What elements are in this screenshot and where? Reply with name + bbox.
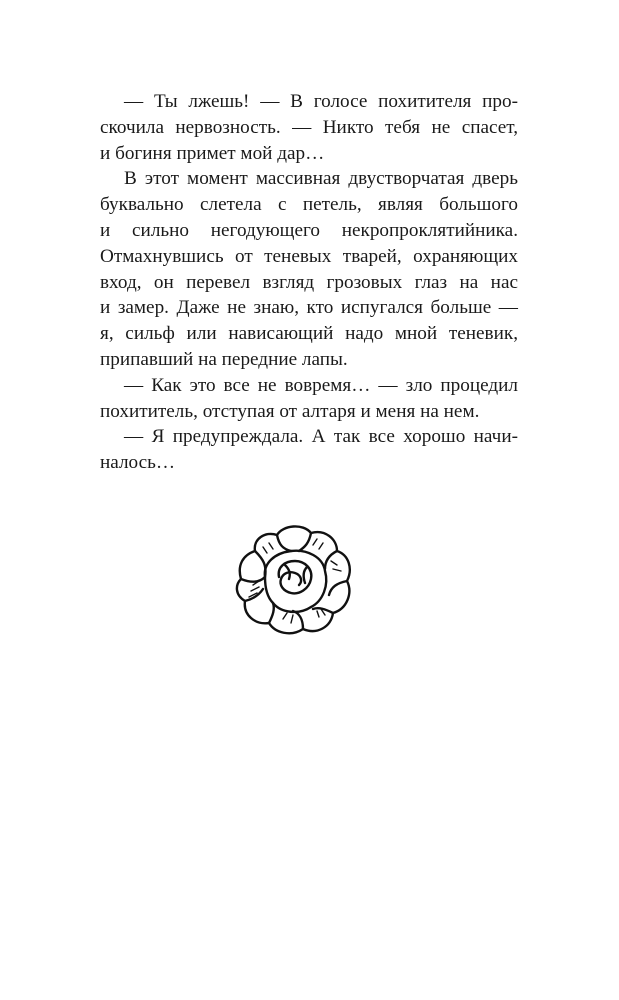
text-line: В этот момент массивная двустворчатая дверь (124, 168, 518, 190)
paragraph-4 (100, 424, 518, 476)
text-line: скочила нервозность. — Никто тебя не спасет, (100, 116, 518, 138)
paragraph-1 (100, 89, 518, 166)
text-line: я, сильф или нависающий надо мной теневик, (100, 323, 518, 345)
text-line: — Ты лжешь! — В голосе похитителя про- (124, 91, 518, 112)
text-line: и сильно негодующего некропроклятийника. (100, 219, 518, 241)
text-line: и богиня примет мой дар… (100, 142, 325, 164)
body-text (100, 89, 518, 476)
text-line: Отмахнувшись от теневых тварей, охраняющих (100, 245, 518, 267)
text-line: вход, он перевел взгляд грозовых глаз на нас (100, 271, 518, 293)
text-line: налось… (100, 452, 176, 474)
text-line: похититель, отступая от алтаря и меня на нем. (100, 400, 480, 422)
paragraph-2 (100, 166, 518, 372)
text-line: буквально слетела с петель, являя большого (100, 194, 518, 216)
text-line: — Я предупреждала. А так все хорошо начи- (124, 426, 518, 448)
text-line: припавший на передние лапы. (100, 348, 348, 370)
rose-icon (233, 521, 357, 637)
paragraph-3 (100, 373, 518, 425)
text-line: — Как это все не вовремя… — зло процедил (124, 374, 518, 396)
text-line: и замер. Даже не знаю, кто испугался больше — (100, 297, 518, 319)
